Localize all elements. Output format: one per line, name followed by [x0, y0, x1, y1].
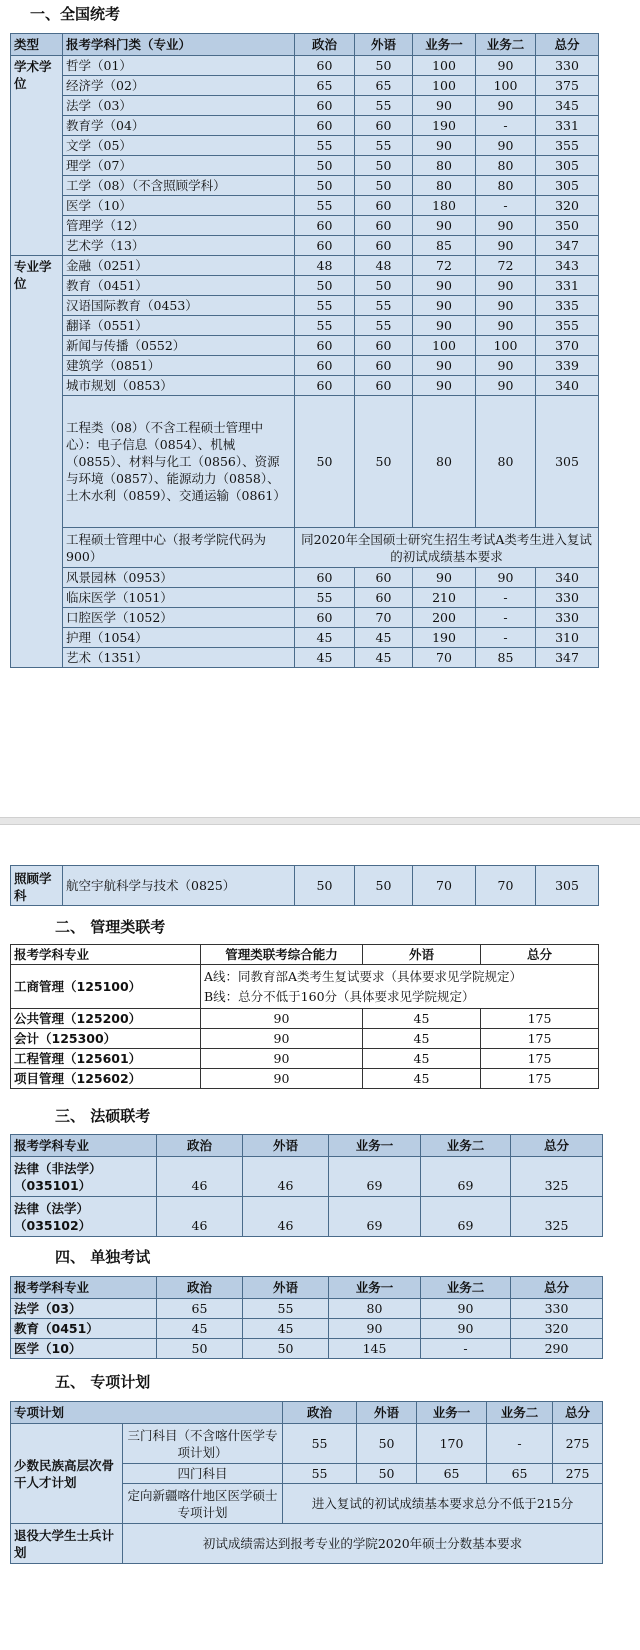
- table-separate-exam: [10, 1276, 603, 1359]
- table-header-row: [11, 1402, 603, 1424]
- header-subject-two: 业务二: [476, 34, 536, 56]
- table-management-exam: [10, 944, 599, 1089]
- table-row: [11, 1299, 603, 1319]
- politics-value: 60: [295, 236, 355, 256]
- subject-one-value: 90: [413, 276, 476, 296]
- subject-one-value: 145: [329, 1339, 421, 1359]
- subject-two-value: 80: [476, 156, 536, 176]
- politics-value: 55: [295, 316, 355, 336]
- table-row: [11, 216, 599, 236]
- table-row: [11, 1339, 603, 1359]
- table-row: [11, 96, 599, 116]
- subject-name: 法学（03）: [63, 96, 295, 116]
- table-law-exam: [10, 1134, 603, 1237]
- care-subject: 航空宇航科学与技术（0825）: [63, 866, 295, 906]
- total-value: 330: [536, 608, 599, 628]
- care-subject-one: 70: [413, 866, 476, 906]
- politics-value: 50: [295, 156, 355, 176]
- language-value: 50: [355, 276, 413, 296]
- subject-one-value: 100: [413, 336, 476, 356]
- subject-one-value: 190: [413, 116, 476, 136]
- subject-one-value: 210: [413, 588, 476, 608]
- language-value: 60: [355, 116, 413, 136]
- table-row: [11, 965, 599, 1009]
- three-subjects-politics: 55: [283, 1424, 357, 1464]
- language-value: 55: [355, 296, 413, 316]
- management-comprehensive-value: 90: [201, 1049, 363, 1069]
- header-language: 外语: [355, 34, 413, 56]
- total-value: 340: [536, 568, 599, 588]
- table-header-row: [11, 1135, 603, 1157]
- politics-value: 60: [295, 608, 355, 628]
- table-row: [11, 866, 599, 906]
- subject-one-value: 90: [413, 316, 476, 336]
- subject-two-value: 90: [476, 568, 536, 588]
- subject-one-value: 90: [413, 216, 476, 236]
- header-type: 类型: [11, 34, 63, 56]
- politics-value: 45: [295, 628, 355, 648]
- table-row: [11, 196, 599, 216]
- subject-name: 公共管理（125200）: [11, 1009, 201, 1029]
- politics-value: 50: [295, 396, 355, 528]
- subject-two-value: 85: [476, 648, 536, 668]
- header-subject-category: 报考学科门类（专业）: [63, 34, 295, 56]
- subject-name: 项目管理（125602）: [11, 1069, 201, 1089]
- subject-one-value: 69: [329, 1157, 421, 1197]
- table-row: [11, 628, 599, 648]
- total-value: 305: [536, 176, 599, 196]
- subject-name: 教育（0451）: [63, 276, 295, 296]
- subject-one-value: 90: [413, 96, 476, 116]
- header-subject-two: 业务二: [421, 1135, 511, 1157]
- care-language: 50: [355, 866, 413, 906]
- politics-value: 60: [295, 376, 355, 396]
- subject-one-value: 190: [413, 628, 476, 648]
- engineering-subject-name: 工程类（08）（不含工程硕士管理中心）：电子信息（0854）、机械（0855）、材料与化工（0856）、资源与环境（0857）、能源动力（0858）、土木水利（0859）、交通运输（0861）: [63, 396, 295, 528]
- header-politics: 政治: [295, 34, 355, 56]
- table-row: [11, 236, 599, 256]
- table-row: [11, 296, 599, 316]
- subject-one-value: 90: [413, 568, 476, 588]
- language-value: 45: [363, 1009, 481, 1029]
- subject-one-value: 100: [413, 56, 476, 76]
- language-value: 60: [355, 216, 413, 236]
- table-row: [11, 276, 599, 296]
- total-value: 305: [536, 156, 599, 176]
- subject-name: 理学（07）: [63, 156, 295, 176]
- politics-value: 60: [295, 336, 355, 356]
- header-subject-two: 业务二: [421, 1277, 511, 1299]
- table-row: [11, 356, 599, 376]
- politics-value: 60: [295, 116, 355, 136]
- politics-value: 55: [295, 588, 355, 608]
- table-row: [11, 396, 599, 528]
- subject-two-value: 90: [476, 276, 536, 296]
- four-subjects-one: 65: [417, 1464, 487, 1484]
- section-4-heading: 四、 单独考试: [55, 1248, 151, 1266]
- subject-one-value: 80: [413, 176, 476, 196]
- veteran-plan-label: 退役大学生士兵计划: [11, 1524, 123, 1564]
- subject-one-value: 90: [329, 1319, 421, 1339]
- subject-name: 翻译（0551）: [63, 316, 295, 336]
- subject-two-value: 90: [476, 376, 536, 396]
- header-language: 外语: [243, 1135, 329, 1157]
- total-value: 330: [511, 1299, 603, 1319]
- table-row: [11, 136, 599, 156]
- total-value: 330: [536, 56, 599, 76]
- table-row: [11, 1424, 603, 1464]
- subject-one-value: 80: [413, 396, 476, 528]
- table-row: [11, 336, 599, 356]
- politics-value: 46: [157, 1157, 243, 1197]
- subject-name: 哲学（01）: [63, 56, 295, 76]
- subject-one-value: 90: [413, 136, 476, 156]
- table-row: [11, 1049, 599, 1069]
- politics-value: 50: [157, 1339, 243, 1359]
- three-subjects-one: 170: [417, 1424, 487, 1464]
- subject-name: 艺术（1351）: [63, 648, 295, 668]
- header-subject: 报考学科专业: [11, 1135, 157, 1157]
- subject-name: 护理（1054）: [63, 628, 295, 648]
- table-row: [11, 1157, 603, 1197]
- mba-name: 工商管理（125100）: [11, 965, 201, 1009]
- four-subjects-two: 65: [487, 1464, 553, 1484]
- subject-name: 会计（125300）: [11, 1029, 201, 1049]
- language-value: 45: [363, 1049, 481, 1069]
- subject-two-value: 80: [476, 396, 536, 528]
- subject-name: 临床医学（1051）: [63, 588, 295, 608]
- subject-two-value: 90: [421, 1299, 511, 1319]
- subject-name: 金融（0251）: [63, 256, 295, 276]
- politics-value: 46: [157, 1197, 243, 1237]
- politics-value: 48: [295, 256, 355, 276]
- total-value: 355: [536, 316, 599, 336]
- table-row: [11, 1029, 599, 1049]
- header-total: 总分: [536, 34, 599, 56]
- engineering-center-note: 同2020年全国硕士研究生招生考试A类考生进入复试的初试成绩基本要求: [295, 528, 599, 568]
- language-value: 60: [355, 196, 413, 216]
- header-total: 总分: [511, 1135, 603, 1157]
- subject-two-value: -: [476, 196, 536, 216]
- header-management-comprehensive: 管理类联考综合能力: [201, 945, 363, 965]
- section-1-heading: 一、全国统考: [30, 5, 121, 23]
- politics-value: 60: [295, 56, 355, 76]
- care-total: 305: [536, 866, 599, 906]
- subject-name: 工程管理（125601）: [11, 1049, 201, 1069]
- subject-one-value: 200: [413, 608, 476, 628]
- language-value: 50: [355, 156, 413, 176]
- mba-line-a: A线：同教育部A类考生复试要求（具体要求见学院规定）: [204, 968, 523, 984]
- table-row: [11, 316, 599, 336]
- subject-two-value: 100: [476, 336, 536, 356]
- subject-name: 艺术学（13）: [63, 236, 295, 256]
- subject-two-value: -: [476, 608, 536, 628]
- table-row: [11, 56, 599, 76]
- header-language: 外语: [363, 945, 481, 965]
- subject-name: 文学（05）: [63, 136, 295, 156]
- table-care-subjects: [10, 865, 599, 906]
- header-subject-one: 业务一: [329, 1135, 421, 1157]
- mba-requirements: [201, 965, 599, 1009]
- table-row: [11, 528, 599, 568]
- total-value: 340: [536, 376, 599, 396]
- three-subjects-two: -: [487, 1424, 553, 1464]
- language-value: 45: [355, 648, 413, 668]
- subject-one-value: 90: [413, 356, 476, 376]
- table-row: [11, 648, 599, 668]
- header-subject-one: 业务一: [417, 1402, 487, 1424]
- header-total: 总分: [481, 945, 599, 965]
- subject-name: 法律（非法学）（035101）: [11, 1157, 157, 1197]
- total-value: 320: [511, 1319, 603, 1339]
- subject-name: 新闻与传播（0552）: [63, 336, 295, 356]
- table-row: [11, 176, 599, 196]
- care-label: 照顾学科: [11, 866, 63, 906]
- language-value: 50: [355, 176, 413, 196]
- header-special-plan: 专项计划: [11, 1402, 283, 1424]
- care-politics: 50: [295, 866, 355, 906]
- total-value: 347: [536, 236, 599, 256]
- header-total: 总分: [511, 1277, 603, 1299]
- subject-name: 教育学（04）: [63, 116, 295, 136]
- total-value: 325: [511, 1157, 603, 1197]
- subject-one-value: 90: [413, 296, 476, 316]
- table-header-row: [11, 945, 599, 965]
- total-value: 370: [536, 336, 599, 356]
- subject-name: 医学（10）: [63, 196, 295, 216]
- header-politics: 政治: [283, 1402, 357, 1424]
- subject-name: 法学（03）: [11, 1299, 157, 1319]
- table-row: [11, 608, 599, 628]
- language-value: 55: [355, 316, 413, 336]
- subject-name: 经济学（02）: [63, 76, 295, 96]
- subject-two-value: 90: [476, 96, 536, 116]
- total-value: 330: [536, 588, 599, 608]
- language-value: 55: [355, 136, 413, 156]
- section-3-heading: 三、 法硕联考: [55, 1107, 151, 1125]
- subject-one-value: 80: [413, 156, 476, 176]
- management-comprehensive-value: 90: [201, 1069, 363, 1089]
- table-row: [11, 1197, 603, 1237]
- table-header-row: [11, 34, 599, 56]
- total-value: 339: [536, 356, 599, 376]
- language-value: 55: [355, 96, 413, 116]
- total-value: 335: [536, 296, 599, 316]
- language-value: 60: [355, 376, 413, 396]
- subject-name: 教育（0451）: [11, 1319, 157, 1339]
- subject-two-value: 90: [476, 296, 536, 316]
- language-value: 65: [355, 76, 413, 96]
- total-value: 375: [536, 76, 599, 96]
- management-comprehensive-value: 90: [201, 1009, 363, 1029]
- politics-value: 60: [295, 96, 355, 116]
- subject-two-value: 90: [476, 216, 536, 236]
- politics-value: 55: [295, 296, 355, 316]
- subject-one-value: 100: [413, 76, 476, 96]
- three-subjects-name: 三门科目（不含喀什医学专项计划）: [123, 1424, 283, 1464]
- header-language: 外语: [357, 1402, 417, 1424]
- subject-two-value: 72: [476, 256, 536, 276]
- language-value: 45: [243, 1319, 329, 1339]
- total-value: 325: [511, 1197, 603, 1237]
- section-5-heading: 五、 专项计划: [55, 1373, 151, 1391]
- table-row: [11, 376, 599, 396]
- subject-name: 城市规划（0853）: [63, 376, 295, 396]
- subject-name: 汉语国际教育（0453）: [63, 296, 295, 316]
- subject-name: 工学（08）（不含照顾学科）: [63, 176, 295, 196]
- total-value: 175: [481, 1049, 599, 1069]
- subject-one-value: 80: [329, 1299, 421, 1319]
- table-row: [11, 1009, 599, 1029]
- subject-one-value: 72: [413, 256, 476, 276]
- table-row: [11, 156, 599, 176]
- subject-two-value: 90: [476, 56, 536, 76]
- subject-two-value: -: [476, 116, 536, 136]
- language-value: 60: [355, 336, 413, 356]
- table-national-exam: [10, 33, 599, 668]
- care-subject-two: 70: [476, 866, 536, 906]
- politics-value: 60: [295, 216, 355, 236]
- three-subjects-total: 275: [553, 1424, 603, 1464]
- total-value: 345: [536, 96, 599, 116]
- language-value: 60: [355, 236, 413, 256]
- table-header-row: [11, 1277, 603, 1299]
- subject-one-value: 90: [413, 376, 476, 396]
- table-row: [11, 1069, 599, 1089]
- politics-value: 65: [157, 1299, 243, 1319]
- subject-name: 法律（法学）（035102）: [11, 1197, 157, 1237]
- subject-name: 口腔医学（1052）: [63, 608, 295, 628]
- subject-two-value: 90: [476, 236, 536, 256]
- minority-plan-label: 少数民族高层次骨干人才计划: [11, 1424, 123, 1524]
- subject-two-value: 69: [421, 1197, 511, 1237]
- table-row: [11, 588, 599, 608]
- language-value: 45: [363, 1029, 481, 1049]
- subject-two-value: -: [421, 1339, 511, 1359]
- subject-two-value: 69: [421, 1157, 511, 1197]
- total-value: 331: [536, 276, 599, 296]
- language-value: 55: [243, 1299, 329, 1319]
- total-value: 347: [536, 648, 599, 668]
- table-row: [11, 568, 599, 588]
- language-value: 50: [355, 396, 413, 528]
- subject-one-value: 180: [413, 196, 476, 216]
- subject-two-value: 90: [421, 1319, 511, 1339]
- header-subject: 报考学科专业: [11, 945, 201, 965]
- subject-two-value: 80: [476, 176, 536, 196]
- politics-value: 50: [295, 176, 355, 196]
- total-value: 305: [536, 396, 599, 528]
- subject-name: 医学（10）: [11, 1339, 157, 1359]
- language-value: 50: [355, 56, 413, 76]
- header-language: 外语: [243, 1277, 329, 1299]
- table-row: [11, 116, 599, 136]
- politics-value: 45: [295, 648, 355, 668]
- subject-one-value: 70: [413, 648, 476, 668]
- header-politics: 政治: [157, 1135, 243, 1157]
- subject-name: 管理学（12）: [63, 216, 295, 236]
- total-value: 175: [481, 1029, 599, 1049]
- total-value: 290: [511, 1339, 603, 1359]
- kashgar-plan-name: 定向新疆喀什地区医学硕士专项计划: [123, 1484, 283, 1524]
- mba-line-b: B线：总分不低于160分（具体要求见学院规定）: [204, 988, 475, 1004]
- language-value: 45: [363, 1069, 481, 1089]
- language-value: 60: [355, 356, 413, 376]
- subject-name: 风景园林（0953）: [63, 568, 295, 588]
- table-row: [11, 1524, 603, 1564]
- total-value: 343: [536, 256, 599, 276]
- language-value: 48: [355, 256, 413, 276]
- engineering-center-name: 工程硕士管理中心（报考学院代码为900）: [63, 528, 295, 568]
- three-subjects-language: 50: [357, 1424, 417, 1464]
- header-subject-one: 业务一: [413, 34, 476, 56]
- subject-one-value: 85: [413, 236, 476, 256]
- header-politics: 政治: [157, 1277, 243, 1299]
- page-break: [0, 817, 640, 825]
- management-comprehensive-value: 90: [201, 1029, 363, 1049]
- subject-two-value: -: [476, 588, 536, 608]
- header-subject: 报考学科专业: [11, 1277, 157, 1299]
- total-value: 175: [481, 1069, 599, 1089]
- subject-name: 建筑学（0851）: [63, 356, 295, 376]
- professional-degree-label: 专业学位: [11, 256, 63, 668]
- politics-value: 60: [295, 568, 355, 588]
- total-value: 320: [536, 196, 599, 216]
- total-value: 331: [536, 116, 599, 136]
- subject-two-value: 90: [476, 356, 536, 376]
- total-value: 350: [536, 216, 599, 236]
- language-value: 60: [355, 568, 413, 588]
- politics-value: 45: [157, 1319, 243, 1339]
- section-2-heading: 二、 管理类联考: [55, 918, 166, 936]
- subject-two-value: 100: [476, 76, 536, 96]
- four-subjects-language: 50: [357, 1464, 417, 1484]
- four-subjects-name: 四门科目: [123, 1464, 283, 1484]
- four-subjects-politics: 55: [283, 1464, 357, 1484]
- four-subjects-total: 275: [553, 1464, 603, 1484]
- politics-value: 55: [295, 136, 355, 156]
- language-value: 46: [243, 1197, 329, 1237]
- table-row: [11, 76, 599, 96]
- total-value: 355: [536, 136, 599, 156]
- total-value: 175: [481, 1009, 599, 1029]
- politics-value: 55: [295, 196, 355, 216]
- subject-one-value: 69: [329, 1197, 421, 1237]
- academic-degree-label: 学术学位: [11, 56, 63, 256]
- language-value: 45: [355, 628, 413, 648]
- language-value: 60: [355, 588, 413, 608]
- table-row: [11, 256, 599, 276]
- language-value: 50: [243, 1339, 329, 1359]
- table-special-plan: [10, 1401, 603, 1564]
- subject-two-value: -: [476, 628, 536, 648]
- politics-value: 50: [295, 276, 355, 296]
- language-value: 46: [243, 1157, 329, 1197]
- header-subject-two: 业务二: [487, 1402, 553, 1424]
- politics-value: 65: [295, 76, 355, 96]
- table-row: [11, 1319, 603, 1339]
- kashgar-plan-note: 进入复试的初试成绩基本要求总分不低于215分: [283, 1484, 603, 1524]
- politics-value: 60: [295, 356, 355, 376]
- veteran-plan-note: 初试成绩需达到报考专业的学院2020年硕士分数基本要求: [123, 1524, 603, 1564]
- subject-two-value: 90: [476, 136, 536, 156]
- header-subject-one: 业务一: [329, 1277, 421, 1299]
- total-value: 310: [536, 628, 599, 648]
- language-value: 70: [355, 608, 413, 628]
- header-total: 总分: [553, 1402, 603, 1424]
- subject-two-value: 90: [476, 316, 536, 336]
